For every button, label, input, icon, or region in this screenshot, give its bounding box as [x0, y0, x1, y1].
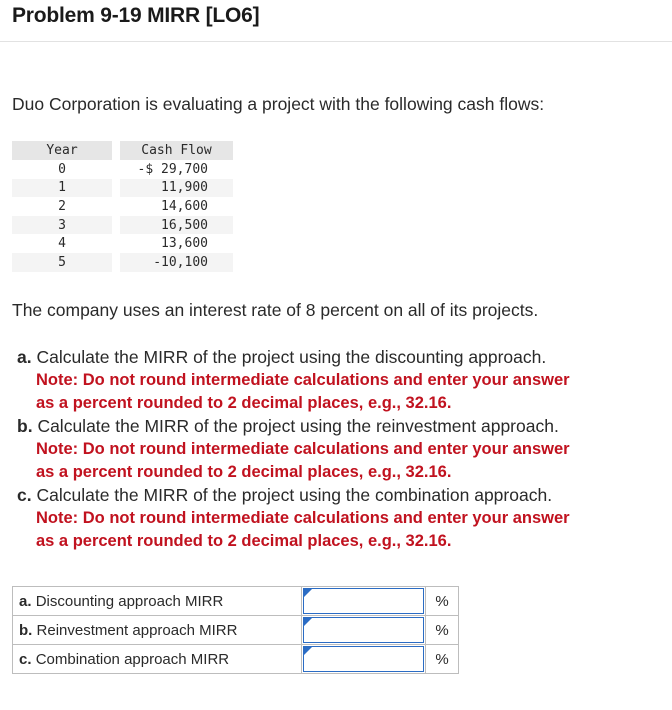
year-header: Year — [12, 141, 112, 160]
cash-flow-table — [12, 141, 233, 272]
question-letter: b. — [17, 416, 33, 436]
answer-label: Reinvestment approach MIRR — [36, 621, 238, 639]
percent-unit: % — [426, 616, 459, 645]
answer-table — [12, 586, 459, 674]
question-note: as a percent rounded to 2 decimal places, e.g., 32.16. — [36, 394, 452, 412]
table-row — [12, 234, 233, 253]
year-cell: 5 — [12, 253, 112, 272]
question-note: as a percent rounded to 2 decimal places, e.g., 32.16. — [36, 532, 452, 550]
cash-flow-cell: 16,500 — [120, 216, 233, 235]
percent-unit: % — [426, 645, 459, 674]
question-text: Calculate the MIRR of the project using the combination approach. — [36, 485, 553, 505]
answer-row-reinvestment — [13, 616, 459, 645]
cash-flow-header: Cash Flow — [120, 141, 233, 160]
reinvestment-mirr-input[interactable] — [304, 618, 423, 642]
page-title: Problem 9-19 MIRR [LO6] — [12, 4, 260, 27]
cash-flow-cell: -10,100 — [120, 253, 233, 272]
question-note: Note: Do not round intermediate calculations and enter your answer — [36, 509, 570, 527]
table-row — [12, 197, 233, 216]
table-row — [12, 160, 233, 179]
year-cell: 0 — [58, 161, 66, 177]
percent-unit: % — [426, 587, 459, 616]
cash-flow-cell: 11,900 — [120, 179, 233, 198]
table-header-row — [12, 141, 233, 160]
answer-letter: a. — [19, 592, 32, 610]
year-cell: 1 — [12, 179, 112, 198]
question-c — [17, 484, 667, 553]
cash-flow-cell: 13,600 — [161, 236, 208, 252]
combination-mirr-input[interactable] — [304, 647, 423, 671]
table-row — [12, 179, 233, 198]
question-text: Calculate the MIRR of the project using the reinvestment approach. — [37, 416, 559, 436]
question-note: Note: Do not round intermediate calculations and enter your answer — [36, 371, 570, 389]
answer-row-discounting — [13, 587, 459, 616]
cash-flow-cell: -$ 29,700 — [137, 161, 208, 177]
answer-letter: b. — [19, 621, 33, 639]
table-row — [12, 253, 233, 272]
question-note: as a percent rounded to 2 decimal places, e.g., 32.16. — [36, 463, 452, 481]
question-note: Note: Do not round intermediate calculations and enter your answer — [36, 440, 570, 458]
discounting-mirr-input[interactable] — [304, 589, 423, 613]
answer-row-combination — [13, 645, 459, 674]
intro-text: Duo Corporation is evaluating a project with the following cash flows: — [12, 94, 545, 114]
year-cell: 4 — [58, 236, 66, 252]
year-cell: 2 — [58, 198, 66, 214]
cash-flow-cell: 14,600 — [161, 198, 208, 214]
answer-label: Discounting approach MIRR — [35, 592, 224, 610]
question-a — [17, 346, 667, 415]
interest-rate-text: The company uses an interest rate of 8 percent on all of its projects. — [12, 300, 539, 320]
year-cell: 3 — [12, 216, 112, 235]
question-list — [17, 346, 667, 553]
title-divider — [0, 41, 672, 42]
answer-label: Combination approach MIRR — [35, 650, 230, 668]
table-row — [12, 216, 233, 235]
question-b — [17, 415, 667, 484]
question-letter: c. — [17, 485, 32, 505]
question-text: Calculate the MIRR of the project using the discounting approach. — [36, 347, 547, 367]
answer-letter: c. — [19, 650, 32, 668]
question-letter: a. — [17, 347, 32, 367]
